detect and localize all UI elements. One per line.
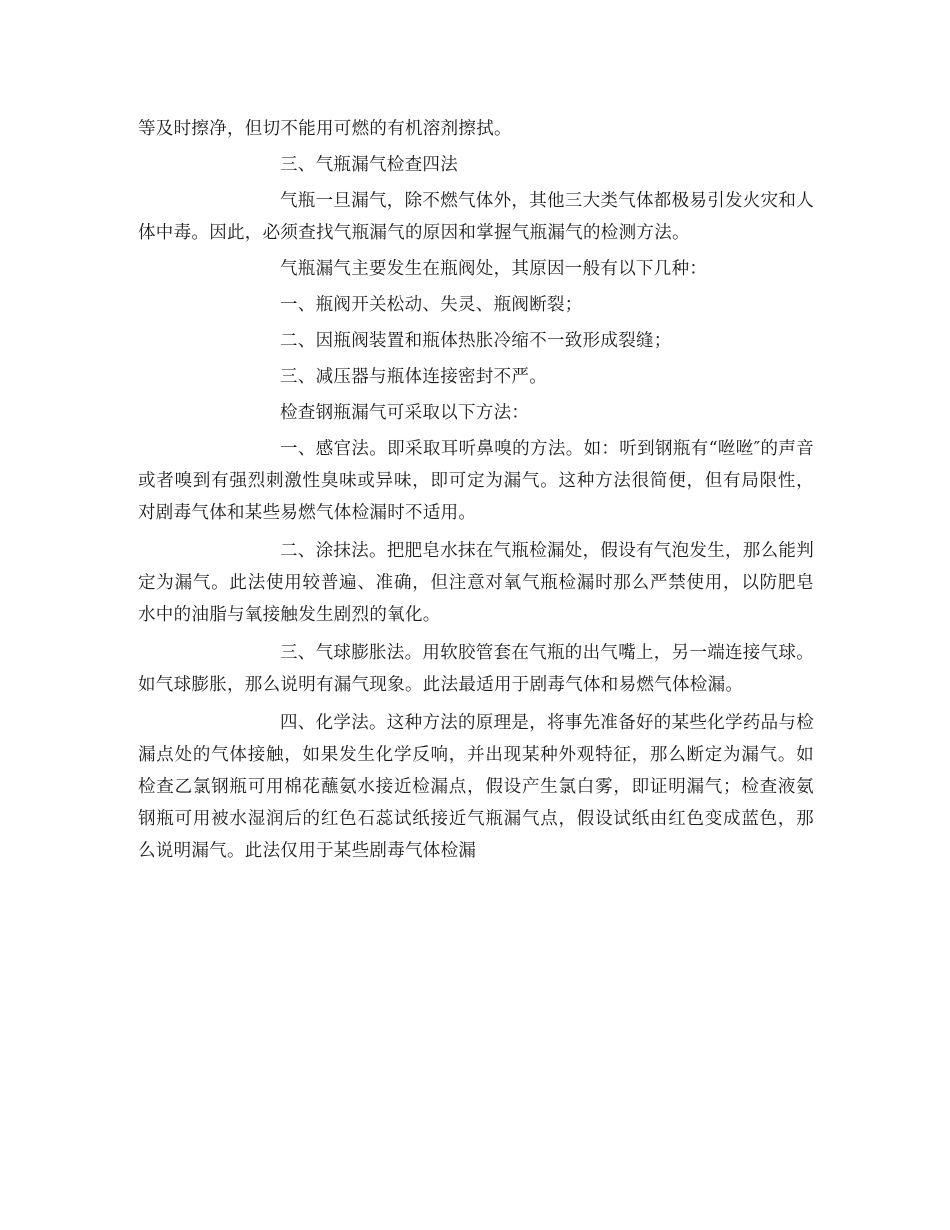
cause-item-3: 三、减压器与瓶体连接密封不严。 [280,367,547,387]
cause-item-1: 一、瓶阀开关松动、失灵、瓶阀断裂； [280,295,583,315]
paragraph-methods-intro: 检查钢瓶漏气可采取以下方法： [280,403,530,423]
method-sensory: 一、感官法。即采取耳听鼻嗅的方法。如：听到钢瓶有“咝咝″的声音或者嗅到有强烈刺激性臭味或异味，即可定为漏气。这种方法很简便，但有局限性，对剧毒气体和某些易燃气体检漏时不适用。 [138,439,814,523]
paragraph-causes-intro: 气瓶漏气主要发生在瓶阀处，其原因一般有以下几种： [280,259,708,279]
section-heading: 三、气瓶漏气检查四法 [280,155,458,175]
document-body [138,113,814,867]
method-smearing: 二、涂抹法。把肥皂水抹在气瓶检漏处，假设有气泡发生，那么能判定为漏气。此法使用较普遍、准确，但注意对氧气瓶检漏时那么严禁使用，以防肥皂水中的油脂与氧接触发生剧烈的氧化。 [138,541,814,625]
paragraph-intro: 气瓶一旦漏气，除不燃气体外，其他三大类气体都极易引发火灾和人体中毒。因此，必须查找气瓶漏气的原因和掌握气瓶漏气的检测方法。 [138,191,814,243]
method-chemical: 四、化学法。这种方法的原理是，将事先准备好的某些化学药品与检漏点处的气体接触，如果发生化学反响，并出现某种外观特征，那么断定为漏气。如检查乙氯钢瓶可用棉花蘸氨水接近检漏点，假设产生氯白雾，即证明漏气；检查液氨钢瓶可用被水湿润后的红色石蕊试纸接近气瓶漏气点，假设试纸由红色变成蓝色，那么说明漏气。此法仅用于某些剧毒气体检漏 [138,713,814,861]
method-balloon: 三、气球膨胀法。用软胶管套在气瓶的出气嘴上，另一端连接气球。如气球膨胀，那么说明有漏气现象。此法最适用于剧毒气体和易燃气体检漏。 [138,643,814,695]
paragraph-continuation: 等及时擦净，但切不能用可燃的有机溶剂擦拭。 [138,119,512,139]
cause-item-2: 二、因瓶阀装置和瓶体热胀冷缩不一致形成裂缝； [280,331,672,351]
